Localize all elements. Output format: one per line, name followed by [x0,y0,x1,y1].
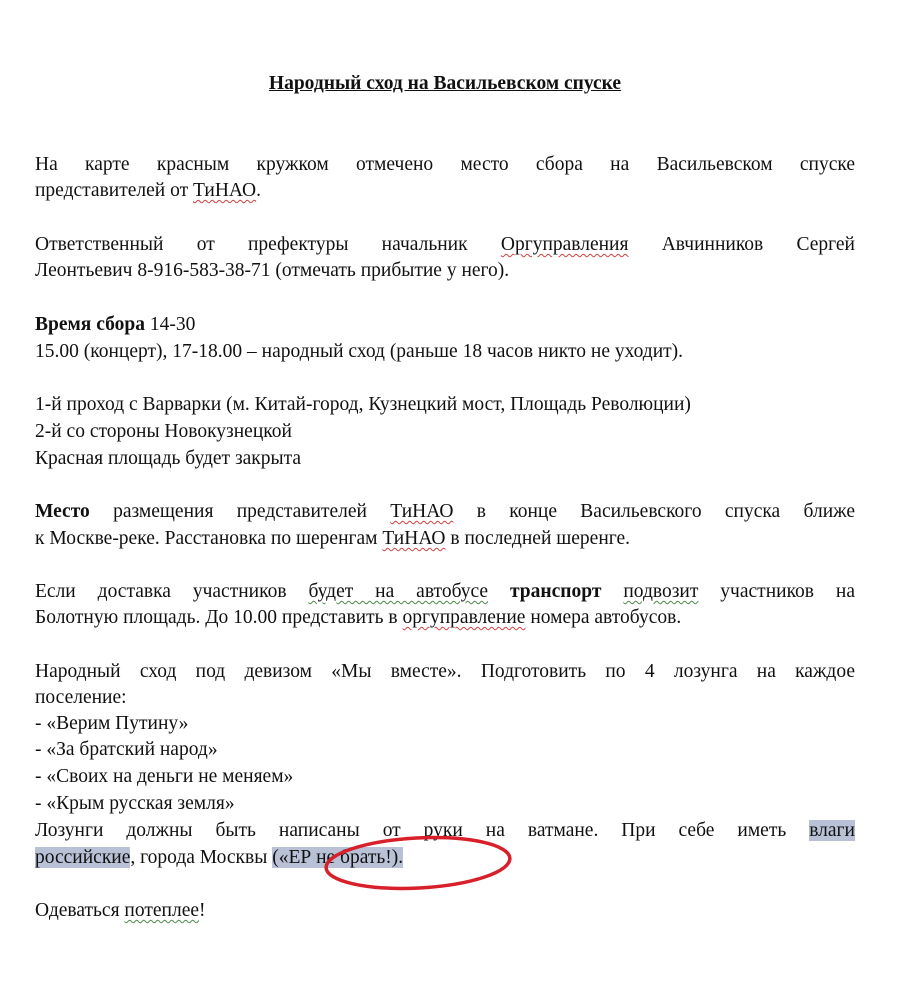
text: Оргуправления [500,234,629,255]
text: в конце Васильевского спуска ближе [453,501,855,522]
text: ТиНАО [382,528,446,549]
text: Если доставка участников [35,581,309,602]
text: ! [199,900,206,921]
text: будет на автобусе [308,581,489,602]
paragraph-line [35,526,855,552]
paragraph-line [35,818,855,844]
highlighted-text: влаги [809,820,855,841]
paragraph-line: Леонтьевич 8-916-583-38-71 (отмечать прибытие у него). [35,260,510,281]
text: участников на [698,581,856,602]
paragraph-line: Красная площадь будет закрыта [35,448,302,469]
text: размещения представителей [89,501,391,522]
text: оргуправление [402,607,526,628]
paragraph-line [35,499,855,525]
slogan-item: - «Верим Путину» [35,713,189,734]
text: Лозунги должны быть написаны от руки на ватмане. При себе иметь [35,820,810,841]
text: ТиНАО [390,501,454,522]
paragraph-line: поселение: [35,687,127,708]
text: Одеваться [35,900,125,921]
text: в последней шеренге. [445,528,631,549]
slogan-item: - «Своих на деньги не меняем» [35,766,294,787]
text: Ответственный от префектуры начальник [35,234,501,255]
paragraph-line [35,178,855,204]
paragraph-line: 15.00 (концерт), 17-18.00 – народный сход (раньше 18 часов никто не уходит). [35,341,684,362]
text: номера автобусов. [525,607,682,628]
paragraph-line: Народный сход под девизом «Мы вместе». Подготовить по 4 лозунга на каждое [35,661,855,682]
text: к Москве-реке. Расстановка по шеренгам [35,528,383,549]
bold-label: Место [35,501,90,522]
paragraph-line [35,605,855,631]
text: подвозит [623,581,699,602]
slogan-item: - «За братский народ» [35,739,218,760]
slogan-item: - «Крым русская земля» [35,793,235,814]
highlighted-text: («ЕР не брать!). [272,847,404,868]
text: Болотную площадь. До 10.00 представить в [35,607,403,628]
document-title: Народный сход на Васильевском спуске [268,73,622,94]
paragraph-line [35,898,855,924]
highlighted-text: российские [35,847,131,868]
text: . [256,180,261,201]
text: потеплее [124,900,200,921]
bold-label: Время сбора [35,314,145,335]
paragraph-line [35,312,855,338]
text [601,581,623,602]
text: представителей от [35,180,193,201]
paragraph-line: 1-й проход с Варварки (м. Китай-город, Кузнецкий мост, Площадь Революции) [35,394,691,415]
text: 14-30 [144,314,196,335]
text: Авчинников Сергей [628,234,855,255]
paragraph-line [35,579,855,605]
bold-text: транспорт [509,581,602,602]
paragraph-line [35,232,855,258]
text: , города Москвы [130,847,273,868]
text [488,581,510,602]
paragraph-line: На карте красным кружком отмечено место сбора на Васильевском спуске [35,154,855,175]
paragraph-line: 2-й со стороны Новокузнецкой [35,421,292,442]
text: ТиНАО [192,180,257,201]
paragraph-line [35,845,855,871]
